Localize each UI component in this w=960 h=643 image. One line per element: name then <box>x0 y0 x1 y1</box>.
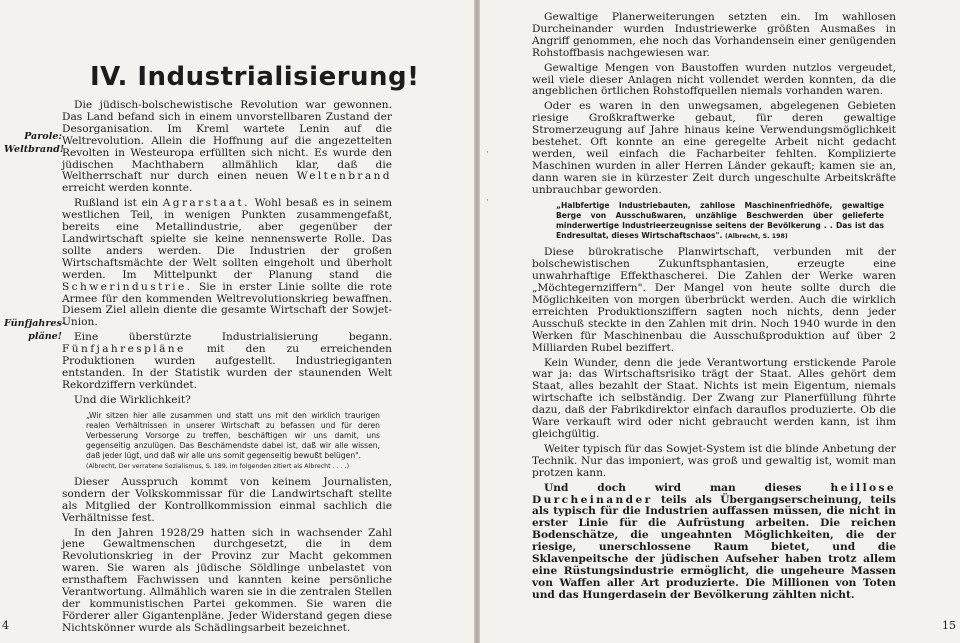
block-quote: „Halbfertige Industriebauten, zahllose Maschinenfriedhöfe, gewaltige Berge von Ausschußwaren, unzählige Beschwerden über gelieferte minderwertige Industrieerzeugnisse seitens der Bevölkerung . . Das ist das Endresultat, dieses Wirtschaftschaos". (Albrecht, S. 198) <box>556 200 884 241</box>
right-text-column <box>532 12 896 605</box>
left-page <box>0 0 474 643</box>
page-number: 15 <box>942 619 956 632</box>
block-quote: „Wir sitzen hier alle zusammen und statt uns mit den wirklich traurigen realen Verhältnissen in unserer Wirtschaft zu befassen und für deren Verbesserung Vorsorge zu treffen, beschäftigen wir uns damit, uns gegenseitig anzulügen. Das Beschämendste dabei ist, daß wir alle wissen, daß jeder lügt, und daß wir alle uns somit gegenseitig bewußt belügen". (Albrecht, Der verratene Sozialismus, S. 189, im folgenden zitiert als Albrecht . . . .) <box>86 411 380 472</box>
page-number: 4 <box>2 619 9 632</box>
paragraph: Und die Wirklichkeit? <box>74 393 191 406</box>
paragraph: Diese bürokratische Planwirtschaft, verbunden mit der bolschewistischen Zukunftsphantasien, erzeugte eine unwahrhaftige Effekthascherei. Die Zahlen der Werke waren „Möchtegernziffern". Der Mangel von heute sollte durch die Möglichkeiten von morgen überbrückt werden. Auch die wirklich erreichten Produktionsziffern sagten noch nichts, denn jeder Ausschuß steckte in den Zahlen mit drin. Noch 1940 wurde in den Werken für Maschinenbau die Ausschußproduktion auf über 2 Milliarden Rubel beziffert. <box>532 246 896 354</box>
paragraph: Eine überstürzte Industrialisierung begann. Fünfjahrespläne mit den zu erreichenden Produktionen wurden aufgestellt. Industriegiganten entstanden. In der Statistik wurden der staunenden Welt Rekordziffern verkündet. <box>62 331 392 391</box>
paragraph: Gewaltige Mengen von Baustoffen wurden nutzlos vergeudet, weil viele dieser Anlagen nicht vollendet werden konnten, da die angeblichen örtlichen Rohstoffquellen niemals vorhanden waren. <box>532 61 896 98</box>
paragraph: Oder es waren in den unwegsamen, abgelegenen Gebieten riesige Großkraftwerke gebaut, für deren gewaltige Stromerzeugung auf Jahre hinaus keine Verwendungsmöglichkeit bestehet. Oft konnte an eine geregelte Arbeit nicht gedacht werden, weil einfach die Facharbeiter fehlten. Komplizierte Maschinen wurden in aller Herren Länder gekauft; kamen sie an, dann waren sie in kürzester Zeit durch ungeschulte Arbeitskräfte unbrauchbar geworden. <box>532 100 896 196</box>
paragraph: Die jüdisch-bolschewistische Revolution war gewonnen. Das Land befand sich in einem unvorstellbaren Zustand der Desorganisation. Im Kreml wartete Lenin auf die Weltrevolution. Allein die Hoffnung auf die angezettelten Revolten in Westeuropa erfüllten sich nicht. Es wurde den jüdischen Machthabern allmählich klar, daß die Weltherrschaft nur durch einen neuen Weltenbrand erreicht werden konnte. <box>62 99 392 195</box>
quote-citation: (Albrecht, Der verratene Sozialismus, S. 189, im folgenden zitiert als Albrecht . . . .) <box>86 462 350 470</box>
paragraph: Dieser Ausspruch kommt von keinem Journalisten, sondern der Volkskommissar für die Landwirtschaft stellte als Mitglied der Kontrollkommission einmal sachlich die Verhältnisse fest. <box>62 475 392 524</box>
right-page <box>480 0 960 643</box>
paragraph: Gewaltige Planerweiterungen setzten ein. Im wahllosen Durcheinander wurden Industriewerke größten Ausmaßes in Angriff genommen, ehe noch das Vorhandensein einer genügenden Rohstoffbasis nachgewiesen war. <box>532 11 896 59</box>
margin-note-plaene: pläne! <box>28 331 62 342</box>
margin-note-fuenfjahres: Fünfjahres- <box>4 318 66 329</box>
margin-mark: · <box>486 148 489 158</box>
margin-mark: · <box>486 196 489 206</box>
margin-note-parole: Parole: <box>24 131 62 142</box>
paragraph: In den Jahren 1928/29 hatten sich in wachsender Zahl jene Gewaltmenschen durchgesetzt, die in dem Revolutionskrieg in der Provinz zur Macht gekommen waren. Sie waren als jüdische Söldlinge unbelastet von ernsthaftem Fachwissen und kannten keine persönliche Verantwortung. Allmählich waren sie in die zentralen Stellen der kommunistischen Partei gekommen. Sie waren die Förderer aller Gigantenpläne. Jeder Widerstand gegen diese Nichtskönner wurde als Schädlingsarbeit bezeichnet. <box>62 526 392 634</box>
paragraph: Weiter typisch für das Sowjet-System ist die blinde Anbetung der Technik. Nur das imponiert, was groß und gewaltig ist, womit man protzen kann. <box>532 442 896 479</box>
paragraph: Kein Wunder, denn die jede Verantwortung erstickende Parole war ja: das Wirtschaftsrisiko trägt der Staat. Alles gehört dem Staat, alles bezahlt der Staat. Nichts ist mein Eigentum, niemals wirtschafte ich selbständig. Der Zwang zur Planerfüllung führte dazu, daß der Fabrikdirektor einfach darauflos produzierte. Ob die Ware verkauft wird oder nicht gebraucht werden kann, ist ihm gleichgültig. <box>532 356 896 440</box>
left-text-column <box>62 100 392 638</box>
chapter-heading: IV. Industrialisierung! <box>90 62 420 92</box>
quote-citation: (Albrecht, S. 198) <box>725 233 788 241</box>
paragraph: Rußland ist ein Agrarstaat. Wohl besaß es in seinem westlichen Teil, in wenigen Punkten zusammengefaßt, bereits eine Metallindustrie, aber gegenüber der Landwirtschaft spielte sie keine nennenswerte Rolle. Das sollte anders werden. Die Industrien der großen Wirtschaftsmächte der Welt sollten eingeholt und überholt werden. Im Mittelpunkt der Planung stand die Schwerindustrie. Sie in erster Linie sollte die rote Armee für den kommenden Weltrevolutionskrieg bewaffnen. Diesem Ziel allein diente die gesamte Wirtschaft der Sowjet-Union. <box>62 197 392 329</box>
paragraph-emphasis: Und doch wird man dieses heillose Durcheinander teils als Übergangserscheinung, teils als typisch für die Industrien auffassen müssen, die nicht in erster Linie für die Aufrüstung arbeiten. Die reichen Bodenschätze, die ungeahnten Möglichkeiten, die der riesige, unerschlossene Raum bietet, und die Sklavenpeitsche der jüdischen Aufseher haben trotz allem eine Rüstungsindustrie ermöglicht, die ungeheure Massen von Waffen aller Art produzierte. Die Millionen von Toten und das Hungerdasein der Bevölkerung zählten nicht. <box>532 481 896 601</box>
margin-note-weltbrand: Weltbrand! <box>4 144 65 155</box>
